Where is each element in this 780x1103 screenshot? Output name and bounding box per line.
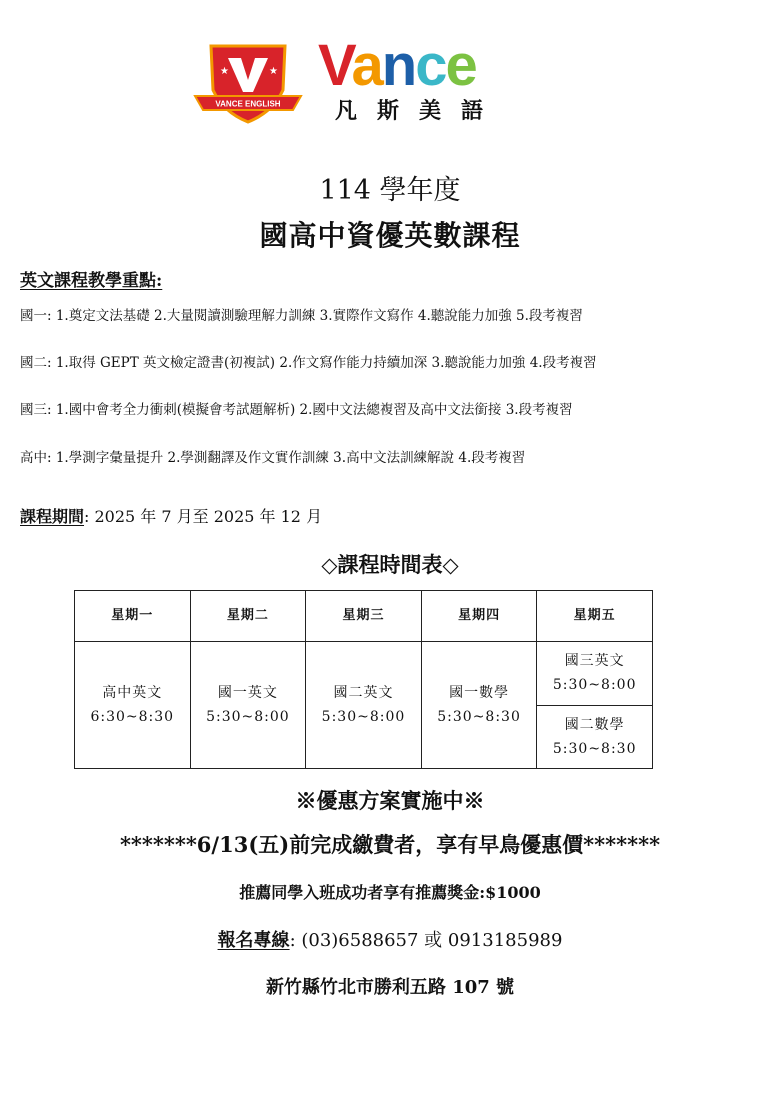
referral-bonus: 推薦同學入班成功者享有推薦獎金:$1000 — [239, 883, 541, 902]
schedule-table — [74, 590, 653, 769]
cell-thu: 國一數學 5:30~8:30 — [421, 642, 537, 769]
svg-text:★: ★ — [220, 66, 229, 77]
schedule-title: ◇課程時間表◇ — [321, 552, 459, 577]
cell-wed: 國二英文 5:30~8:00 — [306, 642, 422, 769]
focus-item-grade7: 國一: 1.奠定文法基礎 2.大量閱讀測驗理解力訓練 3.實際作文寫作 4.聽說能力加強 5.段考複習 — [20, 308, 583, 324]
shield-text: VANCE ENGLISH — [215, 99, 281, 109]
cell-fri-1: 國三英文 5:30~8:00 — [537, 642, 653, 706]
cell-fri-2: 國二數學 5:30~8:30 — [537, 705, 653, 769]
promo-heading: ※優惠方案實施中※ — [295, 788, 485, 813]
header-thu: 星期四 — [421, 591, 537, 642]
focus-item-grade8: 國二: 1.取得 GEPT 英文檢定證書(初複試) 2.作文寫作能力持續加深 3.聽說能力加強 4.段考複習 — [20, 355, 597, 371]
course-period: 課程期間: 2025 年 7 月至 2025 年 12 月 — [20, 507, 323, 526]
vance-wordmark: Vance — [318, 33, 476, 98]
vance-shield-logo — [193, 40, 303, 124]
title-year: 114 學年度 — [319, 175, 461, 206]
page-title: 國高中資優英數課程 — [259, 219, 521, 252]
early-bird-offer: *******6/13(五)前完成繳費者，享有早鳥優惠價******* — [119, 832, 661, 857]
contact-phone: 報名專線: (03)6588657 或 0913185989 — [217, 930, 563, 951]
header-mon: 星期一 — [75, 591, 191, 642]
address: 新竹縣竹北市勝利五路 107 號 — [265, 977, 515, 998]
svg-text:★: ★ — [269, 66, 278, 77]
header-wed: 星期三 — [306, 591, 422, 642]
header-fri: 星期五 — [537, 591, 653, 642]
focus-item-grade9: 國三: 1.國中會考全力衝刺(模擬會考試題解析) 2.國中文法總複習及高中文法銜接 3.段考複習 — [20, 402, 573, 418]
focus-item-highschool: 高中: 1.學測字彙量提升 2.學測翻譯及作文實作訓練 3.高中文法訓練解說 4.段考複習 — [20, 450, 526, 466]
cell-tue: 國一英文 5:30~8:00 — [190, 642, 306, 769]
brand-chinese-name: 凡斯美語 — [335, 99, 504, 124]
english-focus-heading: 英文課程教學重點: — [20, 271, 163, 291]
cell-mon: 高中英文 6:30~8:30 — [75, 642, 191, 769]
header-tue: 星期二 — [190, 591, 306, 642]
